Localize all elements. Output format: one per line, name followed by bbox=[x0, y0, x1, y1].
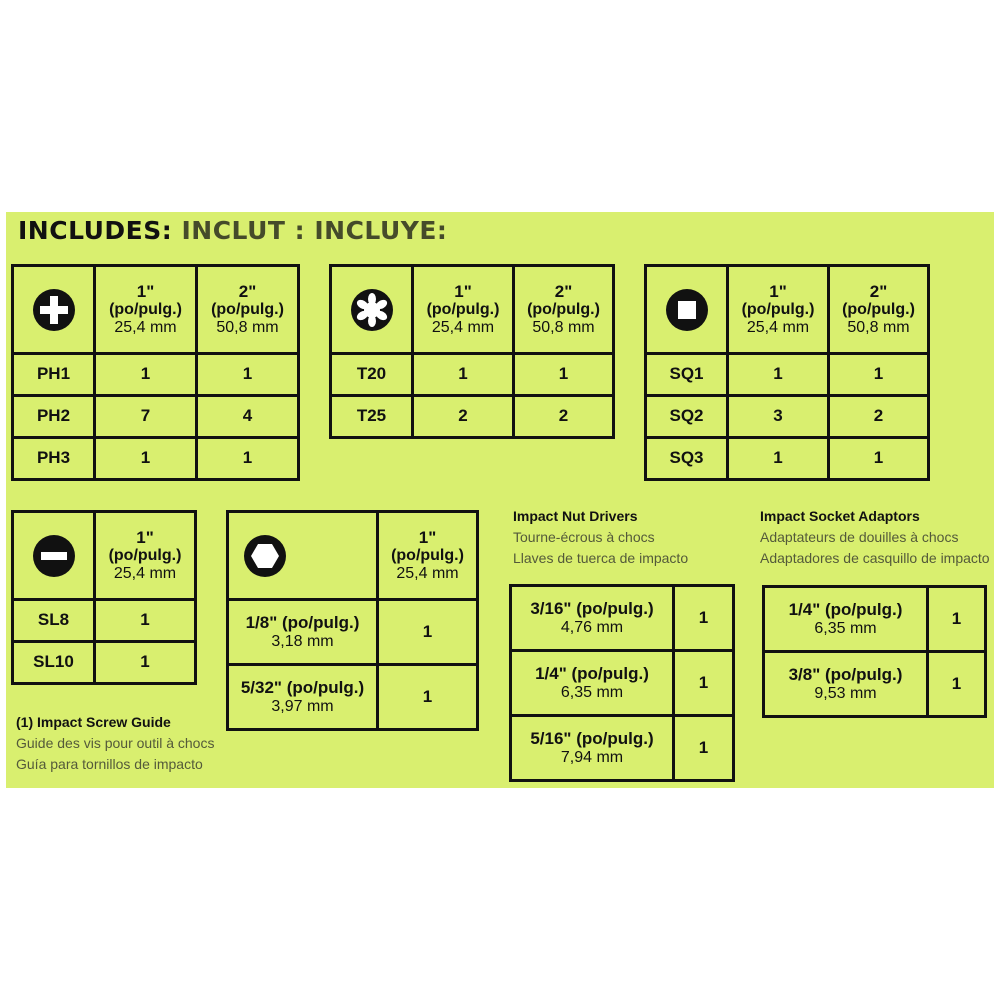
qty: 1 bbox=[674, 586, 734, 651]
nut-drivers-es: Llaves de tuerca de impacto bbox=[513, 550, 689, 566]
nut-drivers-caption bbox=[513, 506, 688, 569]
socket-adaptor-size: 1/4" (po/pulg.) 6,35 mm bbox=[764, 587, 928, 652]
table-row bbox=[646, 438, 929, 480]
qty: 1 bbox=[378, 600, 478, 665]
socket-adaptor-size: 3/8" (po/pulg.) 9,53 mm bbox=[764, 652, 928, 717]
table-row bbox=[331, 354, 614, 396]
table-row bbox=[13, 354, 299, 396]
nut-drivers-en: Impact Nut Drivers bbox=[513, 508, 638, 524]
nut-driver-size: 1/4" (po/pulg.) 6,35 mm bbox=[511, 651, 674, 716]
torx-table bbox=[329, 264, 615, 439]
qty-1in: 1 bbox=[95, 600, 196, 642]
socket-adaptors-caption bbox=[760, 506, 990, 569]
qty-2in: 1 bbox=[514, 354, 614, 396]
qty-1in: 1 bbox=[728, 438, 829, 480]
bit-label: SQ2 bbox=[646, 396, 728, 438]
bit-label: T20 bbox=[331, 354, 413, 396]
qty-1in: 1 bbox=[95, 642, 196, 684]
qty: 1 bbox=[674, 651, 734, 716]
size-header-1in: 1" (po/pulg.) 25,4 mm bbox=[413, 266, 514, 354]
qty-2in: 1 bbox=[197, 438, 299, 480]
phillips-icon-cell bbox=[13, 266, 95, 354]
size-header-2in: 2" (po/pulg.) 50,8 mm bbox=[829, 266, 929, 354]
page-title bbox=[18, 216, 447, 245]
qty-1in: 3 bbox=[728, 396, 829, 438]
qty: 1 bbox=[928, 587, 986, 652]
qty-1in: 7 bbox=[95, 396, 197, 438]
hex-size: 5/32" (po/pulg.) 3,97 mm bbox=[228, 665, 378, 730]
bit-label: SL10 bbox=[13, 642, 95, 684]
bit-label: SL8 bbox=[13, 600, 95, 642]
size-header-2in: 2" (po/pulg.) 50,8 mm bbox=[197, 266, 299, 354]
size-header-1in: 1" (po/pulg.) 25,4 mm bbox=[95, 266, 197, 354]
qty-1in: 1 bbox=[95, 354, 197, 396]
hex-table bbox=[226, 510, 479, 731]
qty-2in: 1 bbox=[829, 438, 929, 480]
title-english: INCLUDES: bbox=[18, 216, 173, 245]
socket-adaptors-en: Impact Socket Adaptors bbox=[760, 508, 920, 524]
hex-size: 1/8" (po/pulg.) 3,18 mm bbox=[228, 600, 378, 665]
hex-icon-cell bbox=[228, 512, 378, 600]
qty: 1 bbox=[378, 665, 478, 730]
qty-2in: 2 bbox=[514, 396, 614, 438]
qty-1in: 1 bbox=[95, 438, 197, 480]
table-row bbox=[646, 396, 929, 438]
table-row bbox=[764, 587, 986, 652]
square-drive-icon bbox=[665, 288, 709, 332]
table-row bbox=[646, 354, 929, 396]
socket-adaptors-fr: Adaptateurs de douilles à chocs bbox=[760, 529, 959, 545]
screw-guide-es: Guía para tornillos de impacto bbox=[16, 756, 203, 772]
table-row bbox=[511, 651, 734, 716]
slotted-table bbox=[11, 510, 197, 685]
bit-label: PH3 bbox=[13, 438, 95, 480]
qty-2in: 1 bbox=[197, 354, 299, 396]
screw-guide-en: (1) Impact Screw Guide bbox=[16, 714, 171, 730]
table-row bbox=[13, 438, 299, 480]
table-row bbox=[331, 396, 614, 438]
table-row bbox=[13, 642, 196, 684]
bit-label: T25 bbox=[331, 396, 413, 438]
nut-drivers-table bbox=[509, 584, 735, 782]
table-row bbox=[764, 652, 986, 717]
square-icon-cell bbox=[646, 266, 728, 354]
qty-1in: 2 bbox=[413, 396, 514, 438]
screw-guide-caption bbox=[16, 712, 214, 775]
table-row bbox=[228, 665, 478, 730]
title-french-spanish: INCLUT : INCLUYE: bbox=[181, 216, 448, 245]
socket-adaptors-es: Adaptadores de casquillo de impacto bbox=[760, 550, 990, 566]
nut-drivers-fr: Tourne-écrous à chocs bbox=[513, 529, 655, 545]
size-header-2in: 2" (po/pulg.) 50,8 mm bbox=[514, 266, 614, 354]
bit-label: SQ1 bbox=[646, 354, 728, 396]
table-row bbox=[228, 600, 478, 665]
size-header-1in: 1" (po/pulg.) 25,4 mm bbox=[728, 266, 829, 354]
slotted-icon-cell bbox=[13, 512, 95, 600]
screw-guide-fr: Guide des vis pour outil à chocs bbox=[16, 735, 215, 751]
hex-icon bbox=[243, 534, 287, 578]
bit-label: SQ3 bbox=[646, 438, 728, 480]
bit-label: PH2 bbox=[13, 396, 95, 438]
table-row bbox=[511, 716, 734, 781]
socket-adaptors-table bbox=[762, 585, 987, 718]
nut-driver-size: 3/16" (po/pulg.) 4,76 mm bbox=[511, 586, 674, 651]
qty-2in: 4 bbox=[197, 396, 299, 438]
qty: 1 bbox=[928, 652, 986, 717]
slotted-minus-icon bbox=[32, 534, 76, 578]
table-row bbox=[13, 396, 299, 438]
table-row bbox=[13, 600, 196, 642]
square-table bbox=[644, 264, 930, 481]
qty: 1 bbox=[674, 716, 734, 781]
size-header-1in: 1" (po/pulg.) 25,4 mm bbox=[95, 512, 196, 600]
torx-star-icon bbox=[350, 288, 394, 332]
qty-2in: 2 bbox=[829, 396, 929, 438]
bit-label: PH1 bbox=[13, 354, 95, 396]
phillips-plus-icon bbox=[32, 288, 76, 332]
torx-icon-cell bbox=[331, 266, 413, 354]
table-row bbox=[511, 586, 734, 651]
qty-2in: 1 bbox=[829, 354, 929, 396]
qty-1in: 1 bbox=[728, 354, 829, 396]
nut-driver-size: 5/16" (po/pulg.) 7,94 mm bbox=[511, 716, 674, 781]
phillips-table bbox=[11, 264, 300, 481]
size-header-1in: 1" (po/pulg.) 25,4 mm bbox=[378, 512, 478, 600]
qty-1in: 1 bbox=[413, 354, 514, 396]
